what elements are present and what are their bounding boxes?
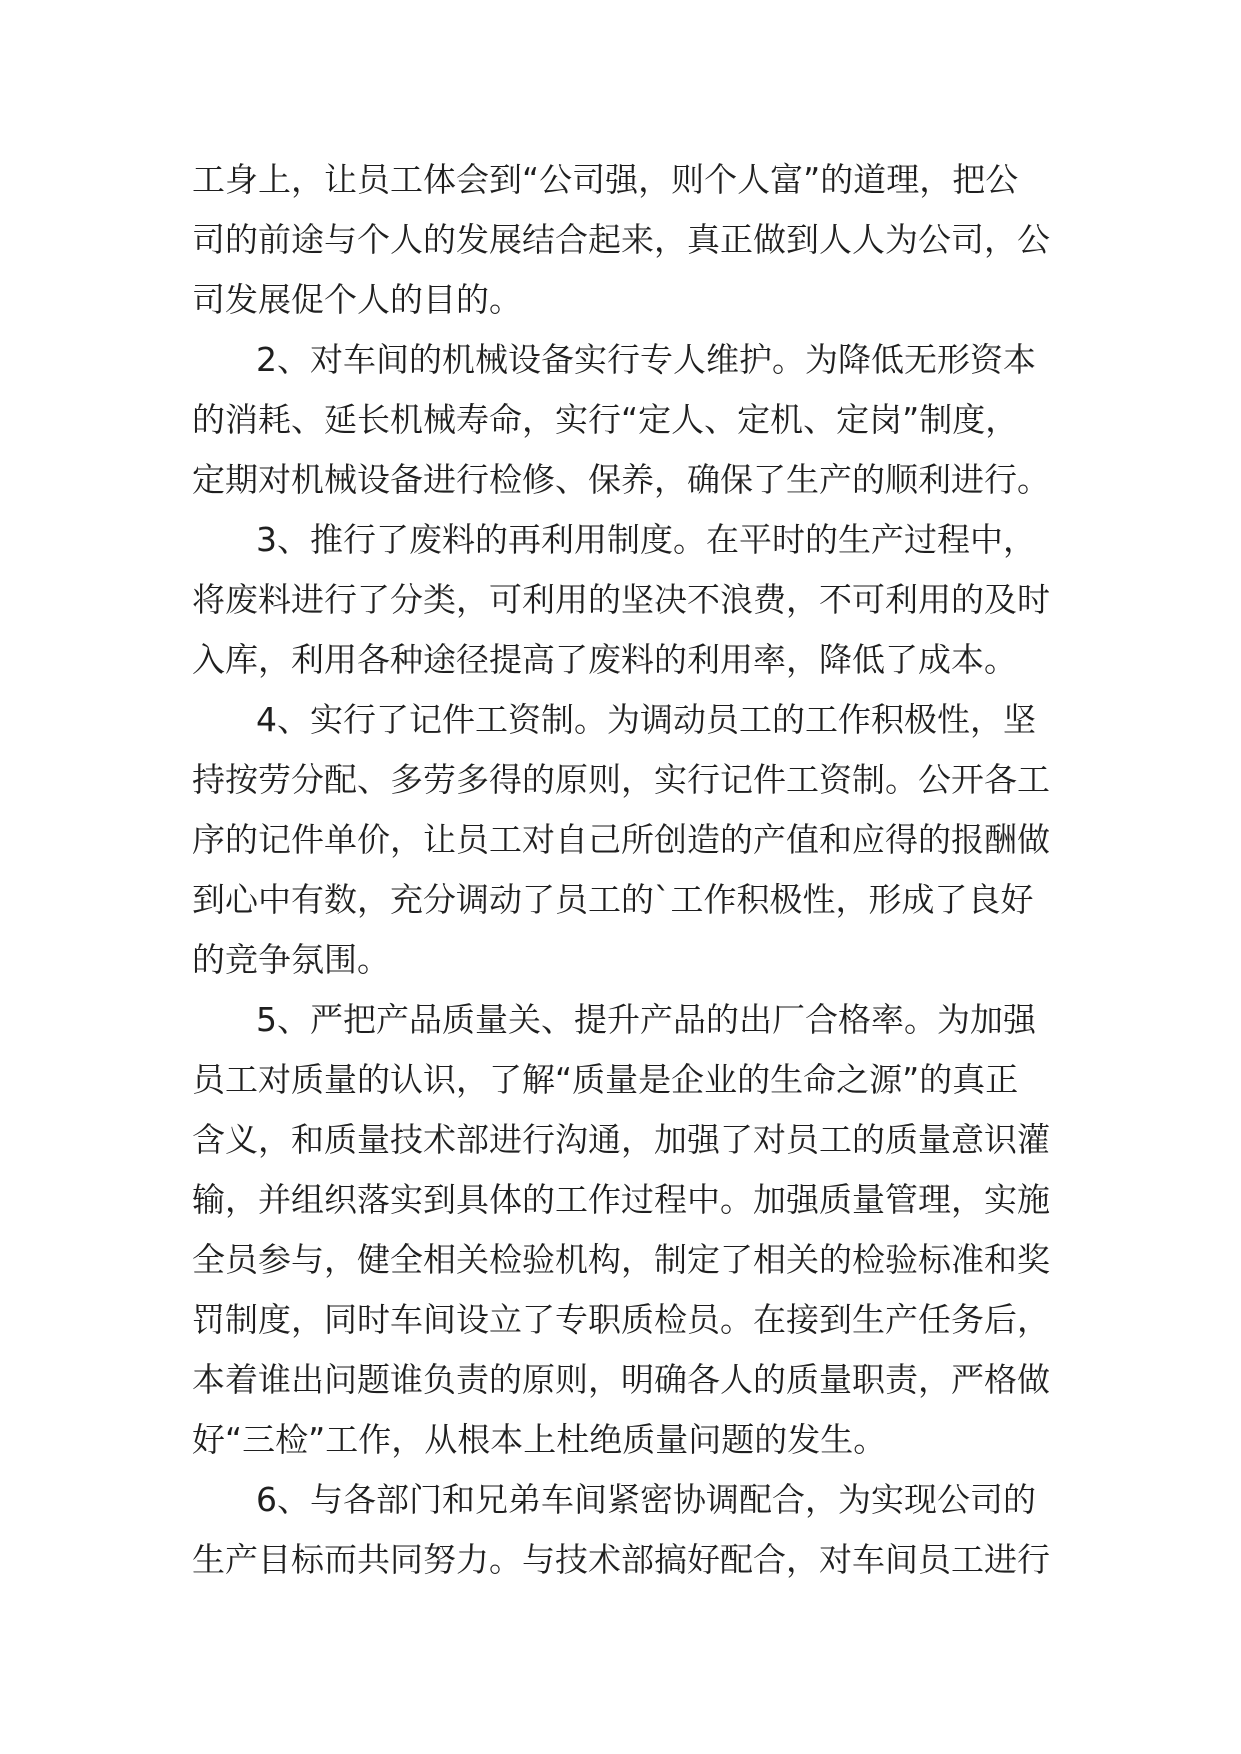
text-line: 司的前途与个人的发展结合起来，真正做到人人为公司，公: [192, 220, 1050, 259]
text-line: 输，并组织落实到具体的工作过程中。加强质量管理，实施: [192, 1180, 1050, 1219]
text-line: 工身上，让员工体会到“公司强，则个人富”的道理，把公: [192, 160, 1019, 199]
text-line: 员工对质量的认识，了解“质量是企业的生命之源”的真正: [192, 1060, 1019, 1099]
text-line: 罚制度，同时车间设立了专职质检员。在接到生产任务后，: [192, 1300, 1050, 1339]
text-line: 生产目标而共同努力。与技术部搞好配合，对车间员工进行: [192, 1540, 1050, 1579]
text-line: 的消耗、延长机械寿命，实行“定人、定机、定岗”制度，: [192, 400, 1019, 439]
text-line: 定期对机械设备进行检修、保养，确保了生产的顺利进行。: [192, 460, 1050, 499]
text-line: 的竞争氛围。: [192, 940, 390, 979]
text-line: 入库，利用各种途径提高了废料的利用率，降低了成本。: [192, 640, 1017, 679]
text-line: 到心中有数，充分调动了员工的`工作积极性，形成了良好: [192, 880, 1034, 919]
text-line: 含义，和质量技术部进行沟通，加强了对员工的质量意识灌: [192, 1120, 1050, 1159]
text-line: 持按劳分配、多劳多得的原则，实行记件工资制。公开各工: [192, 760, 1050, 799]
text-line: 本着谁出问题谁负责的原则，明确各人的质量职责，严格做: [192, 1360, 1050, 1399]
paragraph-2-first-line: 2、对车间的机械设备实行专人维护。为降低无形资本: [256, 340, 1036, 379]
text-line: 好“三检”工作，从根本上杜绝质量问题的发生。: [192, 1420, 887, 1459]
document-body: [192, 158, 1072, 1598]
paragraph-3-first-line: 3、推行了废料的再利用制度。在平时的生产过程中，: [256, 520, 1036, 559]
text-line: 司发展促个人的目的。: [192, 280, 522, 319]
paragraph-5-first-line: 5、严把产品质量关、提升产品的出厂合格率。为加强: [256, 1000, 1036, 1039]
text-line: 将废料进行了分类，可利用的坚决不浪费，不可利用的及时: [192, 580, 1050, 619]
text-line: 序的记件单价，让员工对自己所创造的产值和应得的报酬做: [192, 820, 1050, 859]
paragraph-4-first-line: 4、实行了记件工资制。为调动员工的工作积极性，坚: [256, 700, 1036, 739]
paragraph-6-first-line: 6、与各部门和兄弟车间紧密协调配合，为实现公司的: [256, 1480, 1036, 1519]
text-line: 全员参与，健全相关检验机构，制定了相关的检验标准和奖: [192, 1240, 1050, 1279]
